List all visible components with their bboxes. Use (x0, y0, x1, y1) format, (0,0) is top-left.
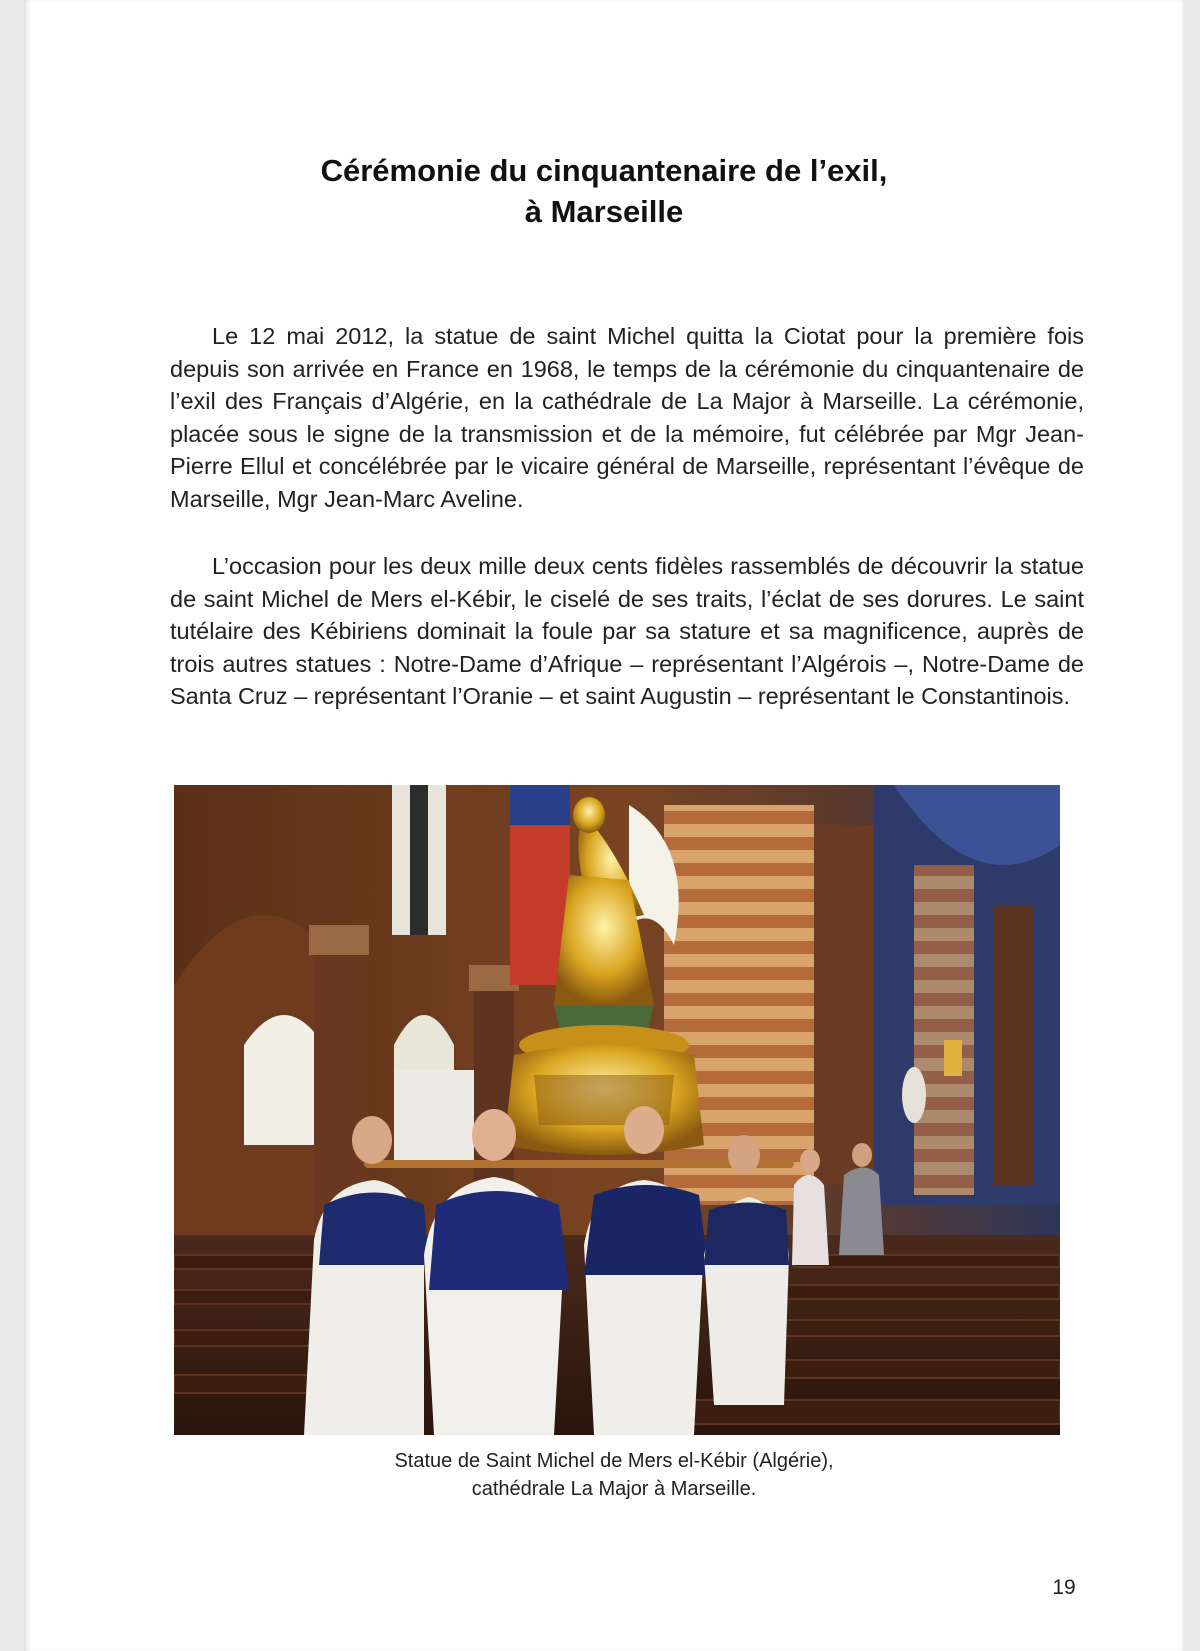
document-page (24, 0, 1184, 1651)
photo-caption (24, 1447, 1200, 1503)
title-line-2: à Marseille (524, 194, 684, 229)
paragraph-2: L’occasion pour les deux mille deux cents fidèles rassemblés de découvrir la statue de saint Michel de Mers el-Kébir, le ciselé de ses traits, l’éclat de ses dorures. Le saint tutélaire des Kébiriens dominait la foule par sa stature et sa magnificence, auprès de trois autres statues : Notre-Dame d’Afrique – représentant l’Algérois –, Notre-Dame de Santa Cruz – représentant l’Oranie – et saint Augustin – représentant le Constantinois. (170, 553, 1084, 709)
cathedral-procession-photo (174, 785, 1060, 1435)
statue-pedestal (504, 1025, 704, 1155)
caption-line-2: cathédrale La Major à Marseille. (471, 1478, 757, 1500)
page-number: 19 (1052, 1576, 1076, 1599)
caption-line-1: Statue de Saint Michel de Mers el-Kébir (Algérie), (394, 1450, 834, 1472)
page-title (24, 150, 1184, 232)
photo-illustration (174, 785, 1060, 1435)
paragraph-1: Le 12 mai 2012, la statue de saint Michel quitta la Ciotat pour la première fois depuis son arrivée en France en 1968, le temps de la cérémonie du cinquantenaire de l’exil des Français d’Algérie, en la cathédrale de La Major à Marseille. La cérémonie, placée sous le signe de la transmission et de la mémoire, fut célébrée par Mgr Jean-Pierre Ellul et concélébrée par le vicaire général de Marseille, représentant l’évêque de Marseille, Mgr Jean-Marc Aveline. (170, 323, 1084, 512)
title-line-1: Cérémonie du cinquantenaire de l’exil, (320, 153, 888, 188)
